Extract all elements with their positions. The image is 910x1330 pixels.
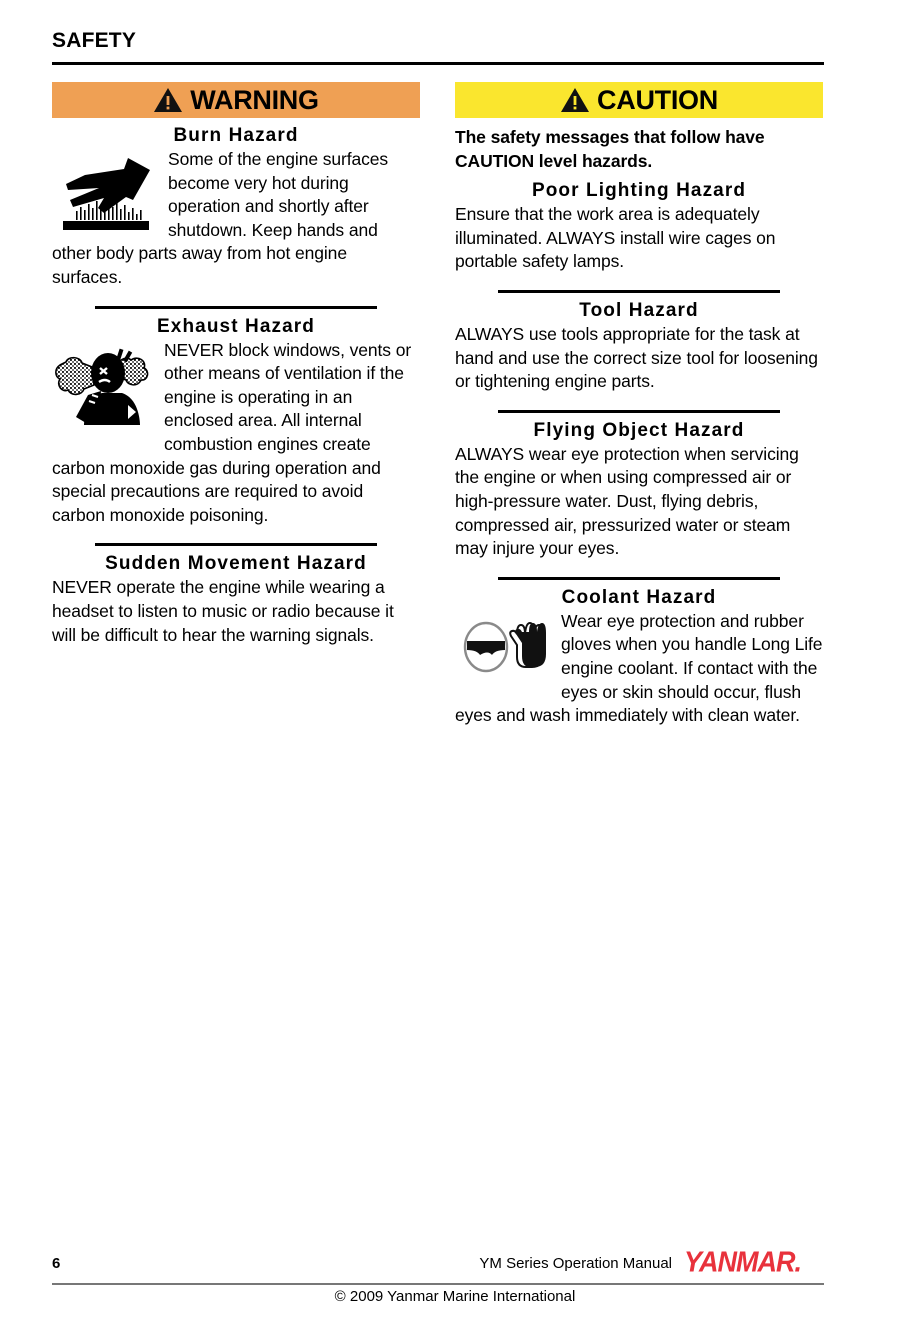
section-coolant-hazard [455, 577, 823, 728]
section-body: ALWAYS use tools appropriate for the task at hand and use the correct size tool for loosening or tightening engine parts. [455, 323, 818, 392]
yanmar-logo-dot: . [794, 1246, 802, 1278]
section-burn-hazard [52, 124, 420, 290]
section-title: Sudden Movement Hazard [105, 553, 367, 575]
hot-surface-hand-icon [54, 152, 158, 237]
caution-intro-text: The safety messages that follow have CAUTION level hazards. [455, 127, 765, 171]
section-divider [498, 577, 780, 580]
exhaust-fumes-person-icon [54, 343, 154, 432]
section-body: NEVER operate the engine while wearing a headset to listen to music or radio because it will be difficult to hear the warning signals. [52, 577, 394, 645]
section-tool-hazard [455, 290, 823, 394]
right-column [455, 82, 823, 728]
page-title: SAFETY [52, 29, 137, 52]
section-body: Ensure that the work area is adequately illuminated. ALWAYS install wire cages on portable safety lamps. [455, 204, 776, 272]
yanmar-logo-text: YANMAR [684, 1246, 795, 1278]
section-flying-object-hazard [455, 410, 823, 561]
section-exhaust-hazard [52, 306, 420, 528]
section-body: Some of the engine surfaces become very hot during operation and shortly after shutdown. Keep hands and other body parts away from hot engine surfaces. [52, 149, 389, 287]
caution-banner [455, 82, 823, 118]
footer-divider [52, 1283, 824, 1285]
section-divider [95, 543, 377, 546]
section-sudden-movement-hazard [52, 543, 420, 647]
section-title: Tool Hazard [579, 299, 699, 321]
section-body: ALWAYS wear eye protection when servicing the engine or when using compressed air or high-pressure water. Dust, flying debris, compressed air, pressurized water or steam may injure your eyes. [455, 443, 799, 559]
section-body: Wear eye protection and rubber gloves when you handle Long Life engine coolant. If contact with the eyes or skin should occur, flush eyes and wash immediately with clean water. [455, 610, 823, 726]
section-divider [498, 290, 780, 293]
warning-banner-label: WARNING [190, 84, 319, 115]
left-column [52, 82, 420, 647]
page-header [52, 28, 824, 54]
caution-banner-label: CAUTION [597, 84, 718, 115]
warning-triangle-icon [560, 87, 590, 113]
section-title: Poor Lighting Hazard [531, 180, 747, 202]
warning-banner [52, 82, 420, 118]
section-title: Burn Hazard [173, 125, 299, 146]
footer-copyright: © 2009 Yanmar Marine International [334, 1288, 576, 1305]
yanmar-logo [684, 1246, 801, 1279]
section-poor-lighting-hazard [455, 179, 823, 274]
footer-manual-title: YM Series Operation Manual [479, 1255, 672, 1272]
header-divider [52, 62, 824, 65]
section-title: Flying Object Hazard [533, 419, 745, 441]
section-divider [95, 306, 377, 309]
footer-page-number: 6 [52, 1255, 61, 1272]
section-divider [498, 410, 780, 413]
goggles-gloves-icon [461, 616, 549, 683]
section-body: NEVER block windows, vents or other means of ventilation if the engine is operating in an enclosed area. All internal combustion engines create carbon monoxide gas during operation and special precautions are required to avoid carbon monoxide poisoning. [52, 339, 412, 525]
section-title: Coolant Hazard [561, 586, 717, 608]
section-title: Exhaust Hazard [157, 315, 315, 337]
warning-triangle-icon [153, 87, 183, 113]
